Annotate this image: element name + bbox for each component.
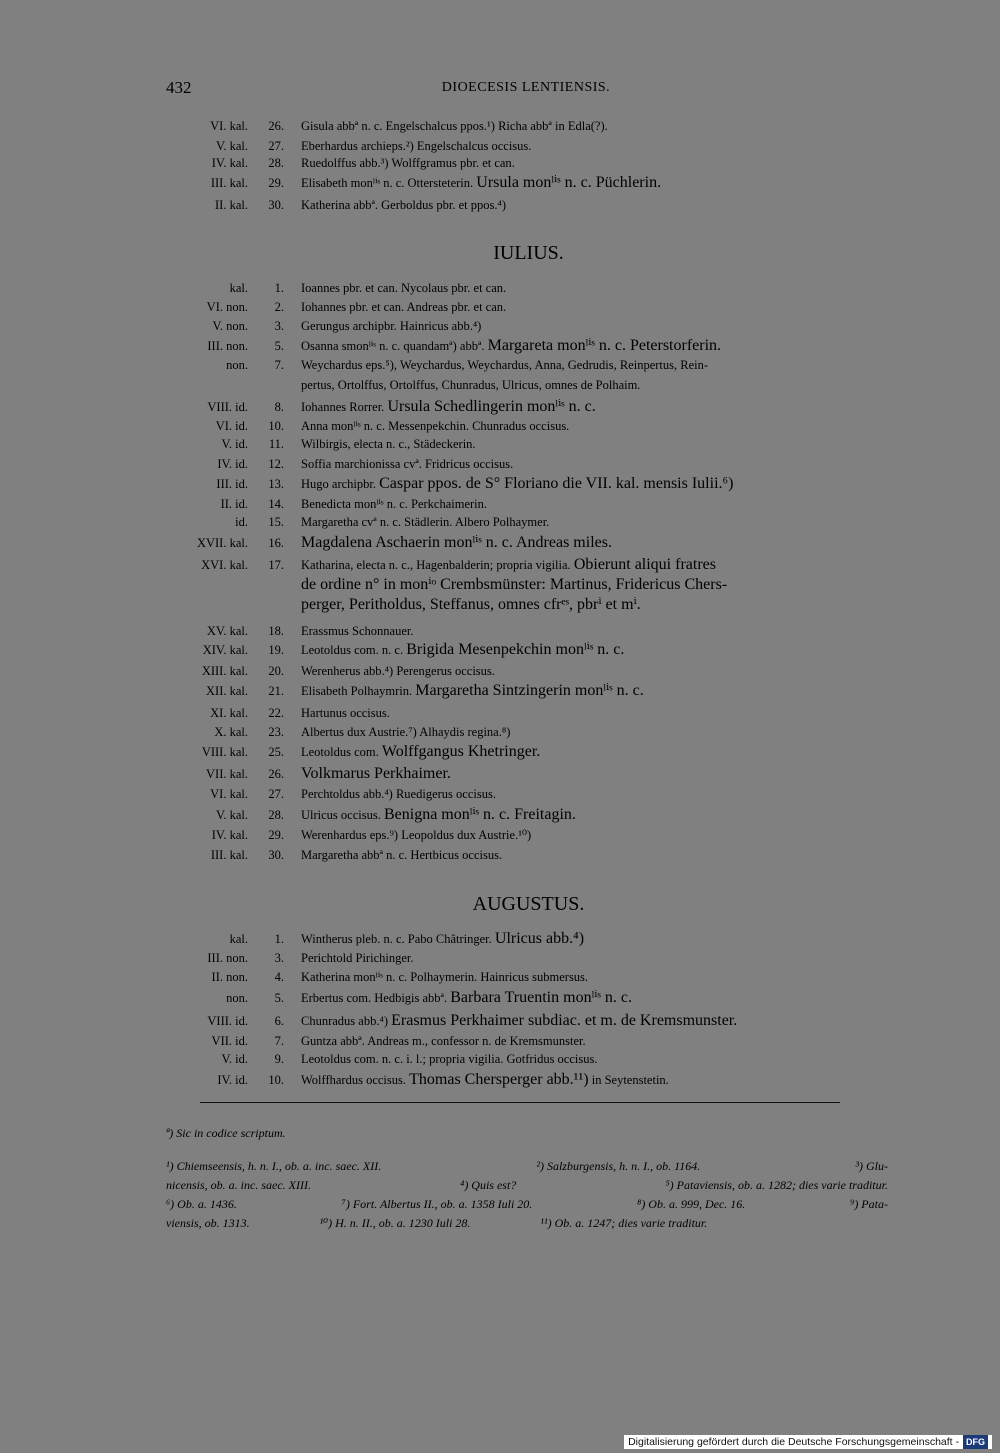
entry-text	[301, 742, 891, 762]
entry-obit: Leotoldus com. n. c.	[301, 643, 404, 657]
entry-obit: Katherina monˡⁱˢ n. c. Polhaymerin. Hainricus submersus.	[301, 970, 589, 984]
entry-text	[301, 621, 891, 641]
entry-text	[301, 173, 891, 193]
entry-day: VI. id.	[215, 419, 248, 433]
entry-obit: Hugo archipbr.	[301, 477, 376, 491]
entry-obit: Wolffhardus occisus.	[301, 1073, 406, 1087]
entry-number: 8.	[274, 400, 284, 414]
entry-continuation: de ordine n° in monⁱᵒ Crembsmünster: Martinus, Fridericus Chers-	[301, 576, 728, 593]
entry-obit: Erbertus com. Hedbigis abbª.	[301, 991, 448, 1005]
entry-obit-large: Brigida Mesenpekchin monˡⁱˢ n. c.	[406, 641, 625, 658]
entry-day: VI. non.	[206, 300, 248, 314]
footnote: ⁵) Pataviensis, ob. a. 1282; dies varie traditur.	[665, 1178, 888, 1192]
entry-number: 28.	[268, 156, 284, 170]
entry-day: kal.	[229, 932, 248, 946]
entry-obit: Ioannes pbr. et can. Nycolaus pbr. et can.	[301, 281, 507, 295]
entry-obit-large: Benigna monˡⁱˢ n. c. Freitagin.	[383, 806, 576, 823]
entry-text	[301, 661, 891, 681]
entry-text	[301, 533, 891, 553]
entry-number: 7.	[274, 358, 284, 372]
entry-number: 15.	[268, 515, 284, 529]
entry-obit-large: Volkmarus Perkhaimer.	[301, 765, 451, 782]
entry-number: 4.	[274, 970, 284, 984]
entry-text	[301, 764, 891, 784]
entry-day: II. id.	[220, 497, 248, 511]
entry-day: IV. id.	[217, 457, 248, 471]
entry-day: III. non.	[207, 951, 248, 965]
entry-day: XVII. kal.	[196, 536, 248, 550]
entry-text	[301, 967, 891, 987]
entry-day: kal.	[229, 281, 248, 295]
footnote: ⁹) Pata-	[850, 1197, 888, 1211]
entry-obit-large: Erasmus Perkhaimer subdiac. et m. de Kremsmunster.	[391, 1012, 738, 1029]
entry-text	[301, 555, 891, 615]
footnote-line	[166, 1176, 888, 1195]
entry-obit: Ruedolffus abb.³) Wolffgramus pbr. et can.	[301, 156, 515, 170]
entry-number: 11.	[268, 437, 284, 451]
entry-obit: Elisabeth monˡⁱˢ n. c. Ottersteterin.	[301, 176, 474, 190]
entry-text	[301, 805, 891, 825]
entry-text	[301, 681, 891, 701]
entry-obit-large: Margareta monˡⁱˢ n. c. Peterstorferin.	[487, 337, 722, 354]
footnote: ¹¹) Ob. a. 1247; dies varie traditur.	[540, 1216, 708, 1230]
entry-number: 30.	[268, 198, 284, 212]
entry-obit: Margaretha abbª n. c. Hertbicus occisus.	[301, 848, 503, 862]
entry-text	[301, 1049, 891, 1069]
entry-obit: Wintherus pleb. n. c. Pabo Châtringer.	[301, 932, 492, 946]
entry-obit: Katharina, electa n. c., Hagenbalderin; propria vigilia.	[301, 558, 571, 572]
entry-text	[301, 948, 891, 968]
entry-text	[301, 1070, 891, 1090]
entry-obit: Elisabeth Polhaymrin.	[301, 684, 413, 698]
entry-text	[301, 512, 891, 532]
footnote: ¹) Chiemseensis, h. n. I., ob. a. inc. saec. XII.	[166, 1159, 382, 1173]
entry-number: 1.	[274, 932, 284, 946]
footnote: ⁶) Ob. a. 1436.	[166, 1197, 237, 1211]
entry-day: V. kal.	[215, 139, 248, 153]
dfg-banner[interactable]	[624, 1435, 992, 1449]
entry-number: 5.	[274, 991, 284, 1005]
entry-obit-large: Magdalena Aschaerin monˡⁱˢ n. c. Andreas miles.	[301, 534, 612, 551]
entry-day: III. id.	[216, 477, 248, 491]
entry-day: VI. kal.	[210, 119, 248, 133]
entry-text	[301, 195, 891, 215]
entry-number: 18.	[268, 624, 284, 638]
entry-obit: Hartunus occisus.	[301, 706, 390, 720]
footnote: ¹⁰) H. n. II., ob. a. 1230 Iuli 28.	[319, 1216, 471, 1230]
entry-text	[301, 494, 891, 514]
entry-text	[301, 278, 891, 298]
entry-day: IV. id.	[217, 1073, 248, 1087]
entry-obit: Anna monˡⁱˢ n. c. Messenpekchin. Chunradus occisus.	[301, 419, 570, 433]
entry-number: 26.	[268, 767, 284, 781]
entry-number: 10.	[268, 1073, 284, 1087]
entry-obit-large: Margaretha Sintzingerin monˡⁱˢ n. c.	[415, 682, 644, 699]
entry-text	[301, 1031, 891, 1051]
entry-day: III. kal.	[210, 848, 248, 862]
dfg-logo: DFG	[963, 1435, 988, 1449]
entry-obit: Leotoldus com. n. c. i. l.; propria vigilia. Gotfridus occisus.	[301, 1052, 598, 1066]
entry-obit: Leotoldus com.	[301, 745, 379, 759]
footnote-line	[166, 1157, 888, 1176]
entry-day: II. non.	[211, 970, 248, 984]
entry-number: 9.	[274, 1052, 284, 1066]
entry-number: 3.	[274, 319, 284, 333]
entry-day: III. non.	[207, 339, 248, 353]
entry-number: 17.	[268, 558, 284, 572]
section-title-augustus: AUGUSTUS.	[472, 893, 585, 915]
entry-obit: Perchtoldus abb.⁴) Ruedigerus occisus.	[301, 787, 496, 801]
entry-number: 2.	[274, 300, 284, 314]
entry-text	[301, 434, 891, 454]
entry-text	[301, 722, 891, 742]
entry-number: 30.	[268, 848, 284, 862]
entry-obit-large: Ursula Schedlingerin monˡⁱˢ n. c.	[387, 398, 596, 415]
entry-number: 13.	[268, 477, 284, 491]
entry-number: 26.	[268, 119, 284, 133]
footnote: nicensis, ob. a. inc. saec. XIII.	[166, 1178, 311, 1192]
entry-day: XIII. kal.	[201, 664, 248, 678]
entry-obit: Osanna smonˡⁱˢ n. c. quandamª) abbª.	[301, 339, 485, 353]
footnote: ²) Salzburgensis, h. n. I., ob. 1164.	[536, 1159, 701, 1173]
entry-number: 29.	[268, 176, 284, 190]
footnote-a: ª) Sic in codice scriptum.	[166, 1126, 286, 1140]
entry-text	[301, 316, 891, 336]
running-title: DIOECESIS LENTIENSIS.	[441, 80, 611, 95]
entry-number: 7.	[274, 1034, 284, 1048]
entry-text	[301, 397, 891, 417]
entry-number: 16.	[268, 536, 284, 550]
entry-text	[301, 454, 891, 474]
entry-obit: Soffia marchionissa cvª. Fridricus occisus.	[301, 457, 514, 471]
entry-day: VIII. id.	[207, 1014, 248, 1028]
entry-number: 3.	[274, 951, 284, 965]
entry-number: 1.	[274, 281, 284, 295]
entry-day: III. kal.	[210, 176, 248, 190]
entry-text	[301, 784, 891, 804]
entry-number: 25.	[268, 745, 284, 759]
entry-day: VIII. id.	[207, 400, 248, 414]
entry-obit: Albertus dux Austrie.⁷) Alhaydis regina.⁸)	[301, 725, 511, 739]
entry-number: 19.	[268, 643, 284, 657]
section-title-iulius: IULIUS.	[493, 242, 564, 264]
entry-obit: Margaretha cvª n. c. Städlerin. Albero Polhaymer.	[301, 515, 550, 529]
footnote-line	[166, 1214, 888, 1233]
entry-text	[301, 416, 891, 436]
entry-text	[301, 845, 891, 865]
entry-obit: Erassmus Schonnauer.	[301, 624, 414, 638]
entry-obit: in Seytenstetin.	[591, 1073, 669, 1087]
entry-text	[301, 336, 891, 356]
footnote: ⁸) Ob. a. 999, Dec. 16.	[637, 1197, 746, 1211]
entry-obit-large: Thomas Chersperger abb.¹¹)	[409, 1071, 589, 1088]
entry-day: V. id.	[221, 1052, 248, 1066]
entry-text	[301, 355, 891, 395]
entry-day: VIII. kal.	[201, 745, 248, 759]
page-header	[166, 78, 886, 100]
entry-day: VII. kal.	[206, 767, 248, 781]
entry-obit-large: Barbara Truentin monˡⁱˢ n. c.	[450, 989, 632, 1006]
entry-obit: Gerungus archipbr. Hainricus abb.⁴)	[301, 319, 482, 333]
entry-obit: Iohannes pbr. et can. Andreas pbr. et can.	[301, 300, 507, 314]
entry-obit-large: Wolffgangus Khetringer.	[381, 743, 541, 760]
entry-obit: Wilbirgis, electa n. c., Städeckerin.	[301, 437, 476, 451]
entry-number: 29.	[268, 828, 284, 842]
entry-number: 10.	[268, 419, 284, 433]
entry-obit: Weychardus eps.⁵), Weychardus, Weychardus, Anna, Gedrudis, Reinpertus, Rein-	[301, 358, 709, 372]
entry-text	[301, 297, 891, 317]
footnote-rule	[200, 1102, 840, 1103]
entry-day: IV. kal.	[211, 156, 248, 170]
entry-day: XI. kal.	[210, 706, 248, 720]
entry-day: V. non.	[212, 319, 248, 333]
entry-number: 27.	[268, 787, 284, 801]
entry-obit-large: Ulricus abb.⁴)	[494, 930, 585, 947]
footnote: ⁴) Quis est?	[460, 1178, 517, 1192]
entry-text	[301, 703, 891, 723]
entry-day: non.	[226, 358, 248, 372]
entry-obit: Guntza abbª. Andreas m., confessor n. de Kremsmunster.	[301, 1034, 586, 1048]
dfg-banner-text: Digitalisierung gefördert durch die Deutsche Forschungsgemeinschaft -	[628, 1436, 959, 1448]
entry-day: VI. kal.	[210, 787, 248, 801]
entry-continuation: perger, Peritholdus, Steffanus, omnes cfrᵉˢ, pbrⁱ et mⁱ.	[301, 596, 641, 613]
entry-day: V. kal.	[215, 808, 248, 822]
entry-text	[301, 988, 891, 1008]
entry-obit: Iohannes Rorrer.	[301, 400, 385, 414]
entry-number: 27.	[268, 139, 284, 153]
footnote: viensis, ob. 1313.	[166, 1216, 250, 1230]
entry-obit-large: Obierunt aliqui fratres	[573, 556, 716, 573]
entry-obit: Werenherus abb.⁴) Perengerus occisus.	[301, 664, 495, 678]
entry-obit-large: Ursula monˡⁱˢ n. c. Püchlerin.	[476, 174, 662, 191]
entry-number: 5.	[274, 339, 284, 353]
entry-day: id.	[235, 515, 248, 529]
entry-obit: Gisula abbª n. c. Engelschalcus ppos.¹) Richa abbª in Edla(?).	[301, 119, 608, 133]
entry-day: XII. kal.	[206, 684, 248, 698]
entry-number: 28.	[268, 808, 284, 822]
entry-text	[301, 640, 891, 660]
entry-number: 22.	[268, 706, 284, 720]
entry-obit: Werenhardus eps.⁹) Leopoldus dux Austrie.¹⁰)	[301, 828, 532, 842]
entry-text	[301, 1011, 891, 1031]
entry-number: 6.	[274, 1014, 284, 1028]
entry-day: non.	[226, 991, 248, 1005]
entry-obit: Ulricus occisus.	[301, 808, 381, 822]
entry-day: IV. kal.	[211, 828, 248, 842]
entry-obit: Chunradus abb.⁴)	[301, 1014, 388, 1028]
entry-number: 21.	[268, 684, 284, 698]
entry-obit: Katherina abbª. Gerboldus pbr. et ppos.⁴)	[301, 198, 506, 212]
entry-day: XVI. kal.	[201, 558, 248, 572]
entry-text	[301, 929, 891, 949]
entry-obit: Eberhardus archieps.²) Engelschalcus occisus.	[301, 139, 532, 153]
entry-text	[301, 825, 891, 845]
footnotes-block	[166, 1157, 888, 1233]
entry-day: X. kal.	[214, 725, 248, 739]
entry-text	[301, 153, 891, 173]
entry-day: V. id.	[221, 437, 248, 451]
page-number: 432	[166, 78, 192, 97]
entry-number: 14.	[268, 497, 284, 511]
entry-obit-large: Caspar ppos. de S° Floriano die VII. kal. mensis Iulii.⁶)	[379, 475, 734, 492]
entry-obit: Perichtold Pirichinger.	[301, 951, 414, 965]
footnote: ⁷) Fort. Albertus II., ob. a. 1358 Iuli 20.	[341, 1197, 533, 1211]
entry-day: VII. id.	[211, 1034, 248, 1048]
entry-continuation: pertus, Ortolffus, Ortolffus, Chunradus, Ulricus, omnes de Polhaim.	[301, 378, 641, 392]
footnote: ³) Glu-	[855, 1159, 888, 1173]
entry-day: XIV. kal.	[202, 643, 248, 657]
entry-text	[301, 116, 891, 136]
entry-text	[301, 474, 891, 494]
entry-obit: Benedicta monˡⁱˢ n. c. Perkchaimerin.	[301, 497, 488, 511]
entry-number: 20.	[268, 664, 284, 678]
entry-number: 12.	[268, 457, 284, 471]
footnote-line	[166, 1195, 888, 1214]
entry-number: 23.	[268, 725, 284, 739]
entry-day: II. kal.	[215, 198, 248, 212]
entry-day: XV. kal.	[206, 624, 248, 638]
